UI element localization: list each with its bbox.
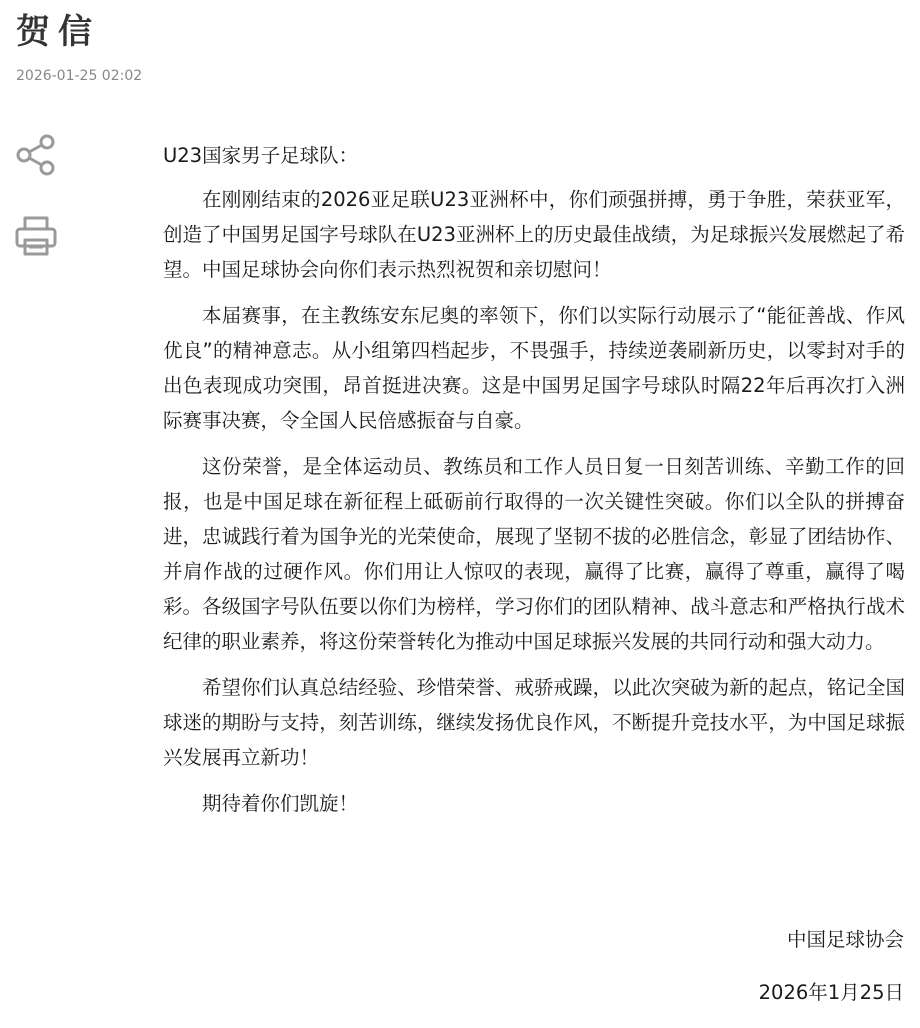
paragraph-4: 希望你们认真总结经验、珍惜荣誉、戒骄戒躁，以此次突破为新的起点，铭记全国球迷的期盼与支持，刻苦训练，继续发扬优良作风，不断提升竞技水平，为中国足球振兴发展再立新功！ <box>163 676 905 769</box>
publish-timestamp: 2026-01-25 02:02 <box>16 68 143 84</box>
page-title: 贺信 <box>16 12 100 52</box>
share-icon[interactable] <box>14 134 58 178</box>
salutation: U23国家男子足球队： <box>163 144 359 167</box>
article-body <box>163 138 905 832</box>
paragraph-3: 这份荣誉，是全体运动员、教练员和工作人员日复一日刻苦训练、辛勤工作的回报，也是中国足球在新征程上砥砺前行取得的一次关键性突破。你们以全队的拼搏奋进，忠诚践行着为国争光的光荣使命，展现了坚韧不拔的必胜信念，彰显了团结协作、并肩作战的过硬作风。你们用让人惊叹的表现，赢得了比赛，赢得了尊重，赢得了喝彩。各级国字号队伍要以你们为榜样，学习你们的团队精神、战斗意志和严格执行战术纪律的职业素养，将这份荣誉转化为推动中国足球振兴发展的共同行动和强大动力。 <box>163 455 905 653</box>
signoff-date: 2026年1月25日 <box>758 981 904 1004</box>
paragraph-5: 期待着你们凯旋！ <box>202 792 359 815</box>
paragraph-2: 本届赛事，在主教练安东尼奥的率领下，你们以实际行动展示了“能征善战、作风优良”的精神意志。从小组第四档起步，不畏强手，持续逆袭刷新历史，以零封对手的出色表现成功突围，昂首挺进决赛。这是中国男足国字号球队时隔22年后再次打入洲际赛事决赛，令全国人民倍感振奋与自豪。 <box>163 304 905 432</box>
signoff <box>759 922 904 1028</box>
signoff-organization: 中国足球协会 <box>786 928 904 951</box>
printer-icon[interactable] <box>14 214 58 258</box>
article-tools <box>14 134 60 258</box>
paragraph-1: 在刚刚结束的2026亚足联U23亚洲杯中，你们顽强拼搏，勇于争胜，荣获亚军，创造了中国男足国字号球队在U23亚洲杯上的历史最佳战绩，为足球振兴发展燃起了希望。中国足球协会向你们表示热烈祝贺和亲切慰问！ <box>163 188 905 281</box>
